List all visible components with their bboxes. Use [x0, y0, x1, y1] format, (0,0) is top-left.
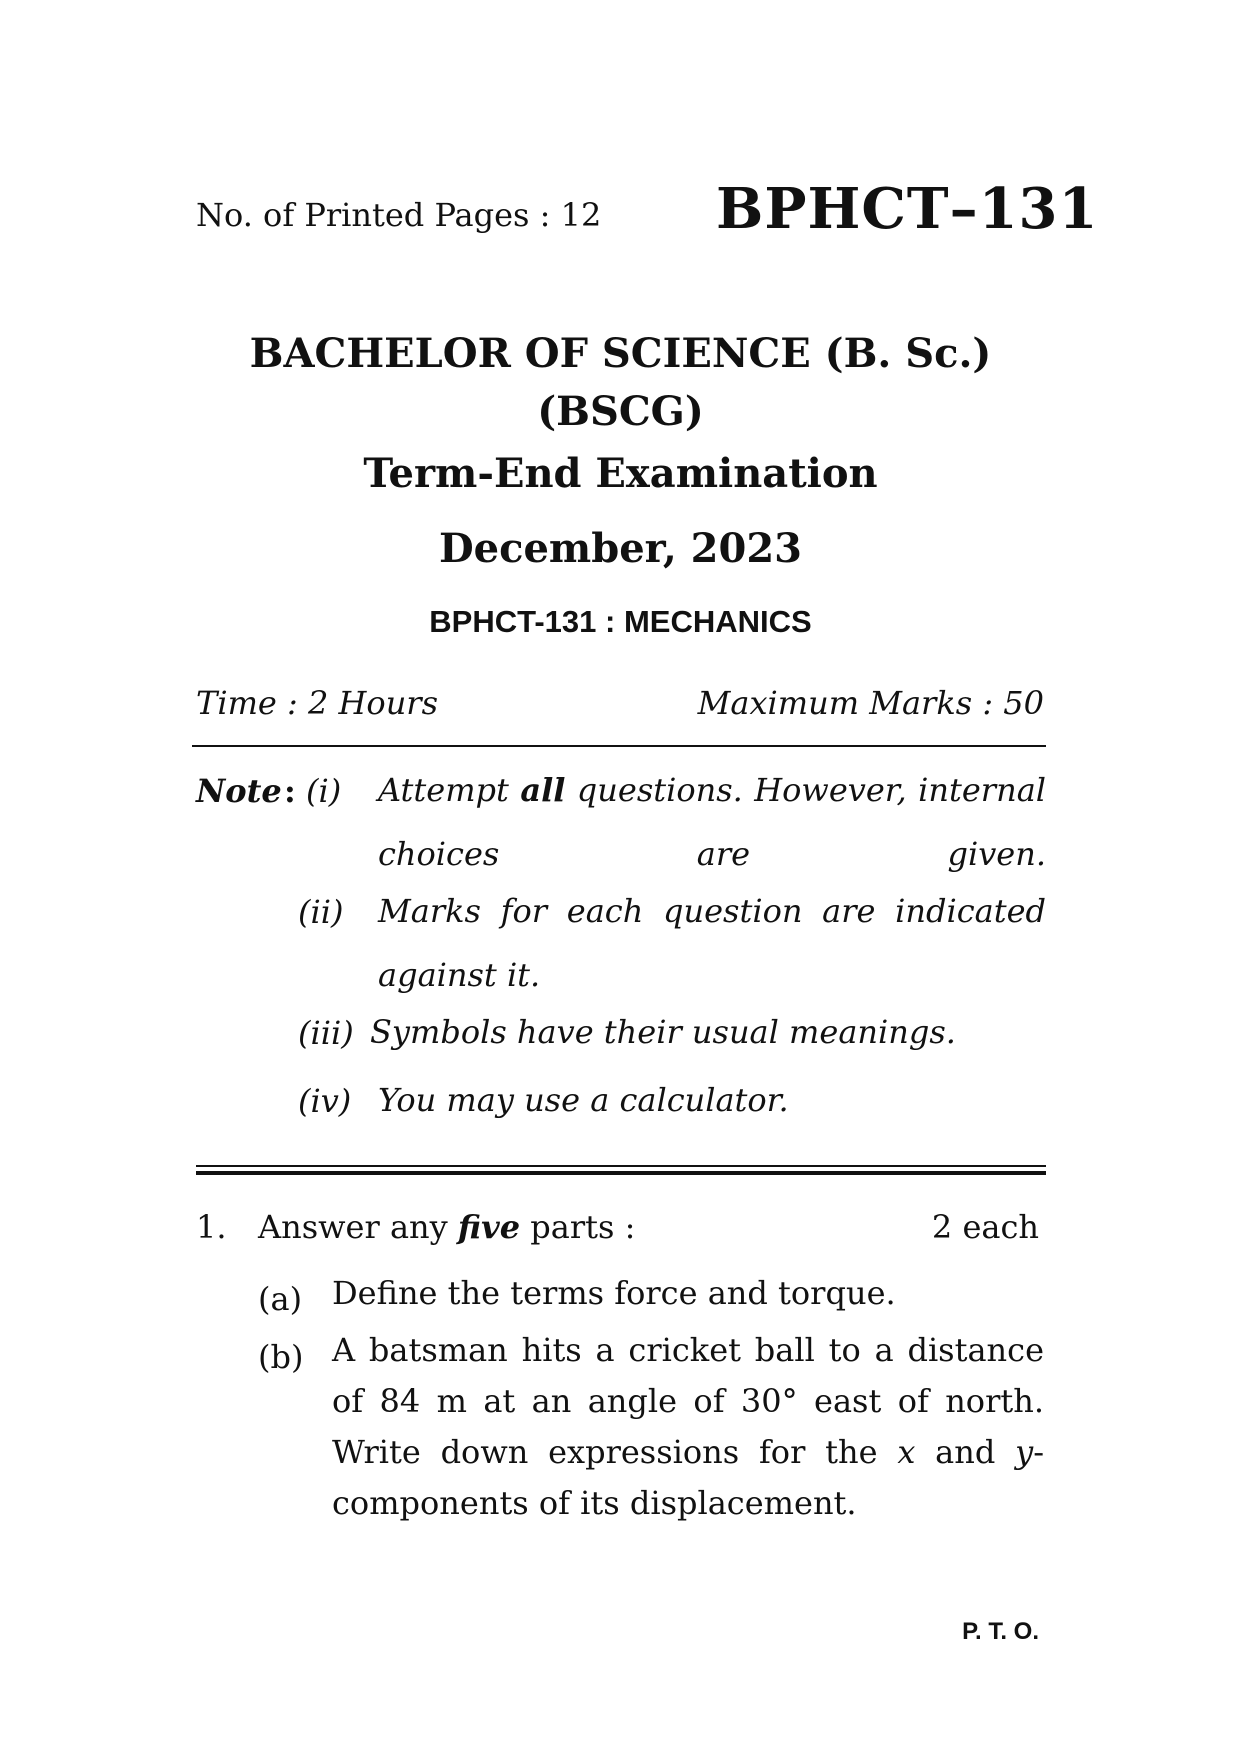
note-item-number: (ii): [298, 893, 344, 931]
question-text-part: parts :: [520, 1208, 636, 1246]
note-item-number: (iii): [298, 1014, 354, 1052]
please-turn-over: P. T. O.: [962, 1618, 1039, 1645]
note-colon: :: [284, 772, 296, 810]
note-label: Note: [196, 772, 282, 810]
programme-code: (BSCG): [537, 388, 704, 435]
divider: [192, 745, 1046, 747]
note-item-text-part: questions. However, internal choices are given.: [378, 771, 1047, 873]
note-item-emphasis: all: [520, 771, 566, 809]
note-item-text: [378, 758, 1046, 886]
question-text: [258, 1208, 635, 1246]
question-text-part: Answer any: [258, 1208, 458, 1246]
printed-pages-count: No. of Printed Pages : 12: [196, 196, 602, 234]
note-item-text: You may use a calculator.: [378, 1081, 789, 1119]
note-item-number: (i): [306, 772, 342, 810]
variable-y: y: [1015, 1433, 1034, 1471]
question-number: 1.: [196, 1208, 227, 1246]
degree-title: BACHELOR OF SCIENCE (B. Sc.): [249, 330, 992, 377]
note-item-text: Symbols have their usual meanings.: [370, 1013, 956, 1051]
part-text-part: A batsman hits a cricket ball to a distance of 84 m at an angle of 30° east of north. Write down expressions for the: [332, 1331, 1044, 1471]
exam-date: December, 2023: [438, 525, 803, 572]
exam-duration: Time : 2 Hours: [196, 684, 439, 722]
question-marks: 2 each: [931, 1208, 1039, 1246]
divider: [196, 1171, 1046, 1175]
maximum-marks: Maximum Marks : 50: [697, 684, 1044, 722]
part-text: [332, 1325, 1044, 1529]
divider: [196, 1165, 1046, 1167]
note-item-text-part: Attempt: [378, 771, 521, 809]
exam-title: Term-End Examination: [363, 450, 878, 497]
course-title: BPHCT-131 : MECHANICS: [429, 604, 812, 639]
variable-x: x: [897, 1433, 916, 1471]
question-emphasis: five: [457, 1208, 521, 1246]
note-item-number: (iv): [298, 1082, 352, 1120]
part-text-part: -components of its displacement.: [332, 1433, 1044, 1522]
note-item-text: Marks for each question are indicated against it.: [378, 892, 1046, 994]
part-text: Define the terms force and torque.: [332, 1274, 896, 1312]
part-text-part: and: [915, 1433, 1016, 1471]
part-label: (b): [258, 1338, 304, 1376]
course-code: BPHCT–131: [716, 176, 1099, 242]
part-label: (a): [258, 1280, 303, 1318]
